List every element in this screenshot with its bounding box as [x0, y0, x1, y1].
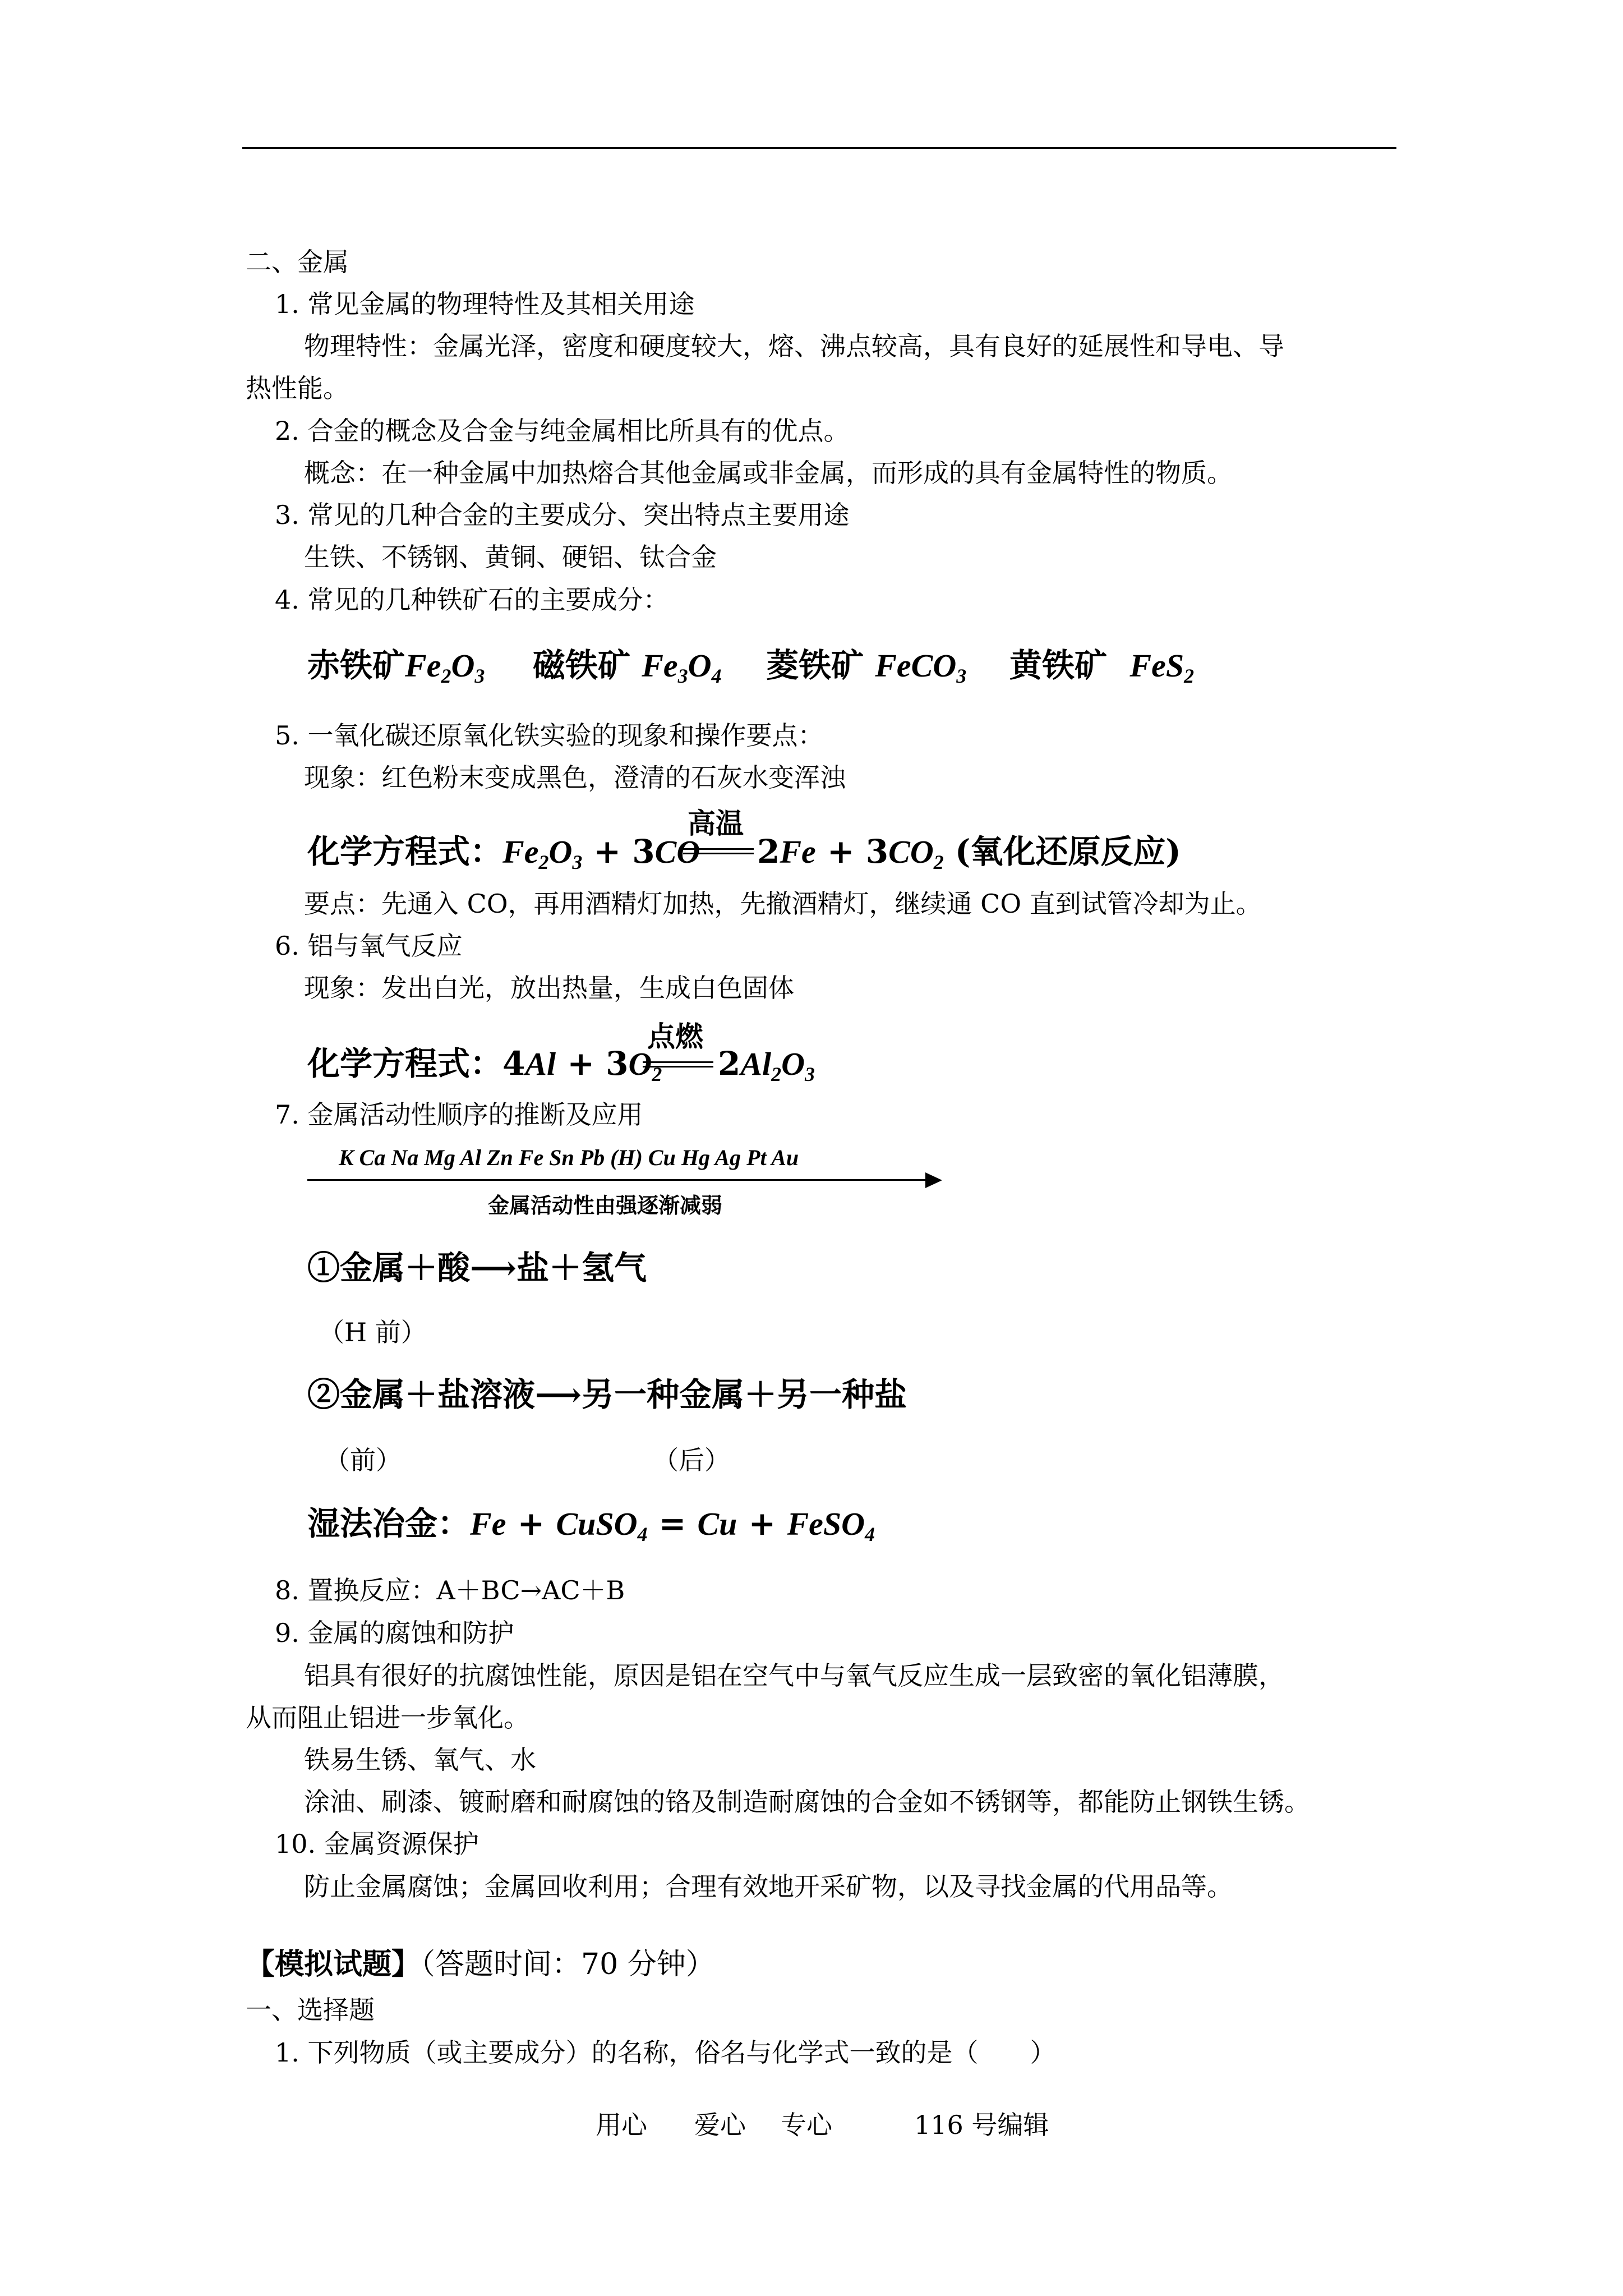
item-10-text: 防止金属腐蚀；金属回收利用；合理有效地开采矿物，以及寻找金属的代用品等。 [304, 1871, 1233, 1902]
ore-siderite-name: 菱铁矿 [766, 646, 864, 684]
rule-2: ②金属＋盐溶液⟶另一种金属＋另一种盐 [307, 1375, 907, 1414]
item-3-heading: 3. 常见的几种合金的主要成分、突出特点主要用途 [275, 500, 850, 530]
item-5-heading: 5. 一氧化碳还原氧化铁实验的现象和操作要点： [275, 720, 824, 751]
eq1-note: (氧化还原反应) [955, 832, 1181, 871]
activity-arrow-line [307, 1179, 930, 1181]
exam-title [246, 1947, 715, 1982]
ore-pyrite: 黄铁矿 FeS2 [1009, 646, 1195, 687]
item-1-text-a: 物理特性：金属光泽，密度和硬度较大，熔、沸点较高，具有良好的延展性和导电、导 [304, 331, 1284, 361]
ore-hematite: 赤铁矿Fe2O3 [307, 646, 485, 687]
eq2-products: 2Al2O3 [718, 1045, 815, 1085]
rule-1: ①金属＋酸⟶盐＋氢气 [307, 1249, 647, 1287]
exam-section-1: 一、选择题 [246, 1995, 375, 2025]
rule-2-note-b: （后） [653, 1445, 730, 1475]
footer-c: 专心 [781, 2110, 832, 2140]
item-1-text-b: 热性能。 [246, 373, 349, 403]
item-10-heading: 10. 金属资源保护 [275, 1829, 479, 1859]
activity-label: 金属活动性由强逐渐减弱 [488, 1193, 723, 1218]
item-6-phenomenon: 现象：发出白光，放出热量，生成白色固体 [304, 973, 794, 1003]
exam-title-bold: 【模拟试题】 [246, 1947, 421, 1981]
ore-magnetite: 磁铁矿 Fe3O4 [533, 646, 722, 687]
item-8: 8. 置换反应：A＋BC→AC＋B [275, 1575, 625, 1605]
item-9-heading: 9. 金属的腐蚀和防护 [275, 1618, 514, 1648]
rule-2-note-a: （前） [324, 1445, 402, 1475]
item-9-text-c: 铁易生锈、氧气、水 [304, 1745, 536, 1775]
eq1: 化学方程式：Fe2O3 + 3CO [307, 832, 700, 873]
item-2-heading: 2. 合金的概念及合金与纯金属相比所具有的优点。 [275, 416, 850, 446]
ore-magnetite-name: 磁铁矿 [533, 646, 631, 684]
exam-question-1: 1. 下列物质（或主要成分）的名称，俗名与化学式一致的是（ ） [275, 2037, 1056, 2068]
wet-metallurgy: 湿法冶金：Fe + CuSO4 = Cu + FeSO4 [307, 1504, 875, 1545]
arrow-right-icon [925, 1172, 942, 1188]
item-9-text-d: 涂油、刷漆、镀耐磨和耐腐蚀的铬及制造耐腐蚀的合金如不锈钢等，都能防止钢铁生锈。 [304, 1787, 1310, 1817]
item-4-heading: 4. 常见的几种铁矿石的主要成分： [275, 585, 669, 615]
footer-a: 用心 [596, 2110, 647, 2140]
item-6-heading: 6. 铝与氧气反应 [275, 931, 463, 961]
eq2: 化学方程式：4Al + 3O2 [307, 1045, 662, 1085]
item-1-heading: 1. 常见金属的物理特性及其相关用途 [275, 289, 695, 319]
activity-sequence: K Ca Na Mg Al Zn Fe Sn Pb (H) Cu Hg Ag Pt Au [339, 1145, 799, 1170]
eq2-label: 化学方程式： [307, 1045, 503, 1083]
item-9-text-a: 铝具有很好的抗腐蚀性能，原因是铝在空气中与氧气反应生成一层致密的氧化铝薄膜， [304, 1660, 1284, 1691]
exam-title-rest: （答题时间：70 分钟） [421, 1948, 715, 1981]
eq1-condition: 高温 [688, 807, 744, 840]
wet-metallurgy-label: 湿法冶金： [307, 1504, 471, 1543]
section-metal-heading: 二、金属 [246, 247, 349, 277]
item-3-text: 生铁、不锈钢、黄铜、硬铝、钛合金 [304, 542, 717, 572]
ore-hematite-name: 赤铁矿 [307, 646, 405, 684]
item-9-text-b: 从而阻止铝进一步氧化。 [246, 1703, 529, 1733]
item-5-points: 要点：先通入 CO，再用酒精灯加热，先撤酒精灯，继续通 CO 直到试管冷却为止。 [304, 889, 1262, 919]
eq2-condition: 点燃 [647, 1020, 703, 1053]
eq1-label: 化学方程式： [307, 832, 503, 871]
footer-b: 爱心 [694, 2110, 746, 2140]
item-2-text: 概念：在一种金属中加热熔合其他金属或非金属，而形成的具有金属特性的物质。 [304, 458, 1233, 488]
item-7-heading: 7. 金属活动性顺序的推断及应用 [275, 1099, 643, 1130]
eq1-products: 2Fe + 3CO2 (氧化还原反应) [757, 832, 1181, 873]
header-rule [242, 147, 1396, 149]
footer-d: 116 号编辑 [914, 2110, 1049, 2140]
item-5-phenomenon: 现象：红色粉末变成黑色，澄清的石灰水变浑浊 [304, 762, 846, 793]
ore-siderite: 菱铁矿 FeCO3 [766, 646, 967, 687]
ore-pyrite-name: 黄铁矿 [1009, 646, 1108, 684]
rule-1-note: （H 前） [319, 1317, 427, 1347]
